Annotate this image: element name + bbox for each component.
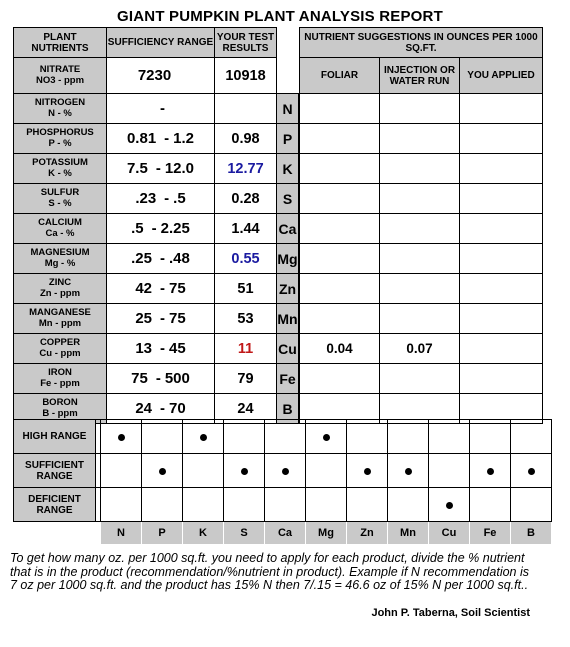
range-cell [511,488,552,522]
range-high: 75 [169,310,186,327]
range-cell [429,488,470,522]
range-cell [470,488,511,522]
range-cell [388,454,429,488]
nutrient-symbol: Fe [277,364,299,394]
injection-value [380,154,460,184]
range-dot [487,468,494,475]
nutrient-name: MANGANESE [29,307,91,318]
range-cell [142,454,183,488]
range-label: DEFICIENT RANGE [14,488,96,522]
nutrient-row [14,304,543,334]
nutrient-row [14,274,543,304]
range-cell [429,420,470,454]
foliar-value [300,214,380,244]
sufficiency-range-cell [107,124,215,154]
range-dash: - [160,250,165,267]
nutrient-symbol: Mn [277,304,299,334]
nutrient-name: PHOSPHORUS [26,127,94,138]
nutrient-symbol: Ca [277,214,299,244]
range-cell [347,420,388,454]
range-dash: - [160,310,165,327]
applied-value [460,244,543,274]
sufficiency-range-cell [107,304,215,334]
nutrient-label [14,154,107,184]
axis-label: Fe [470,522,511,545]
nutrient-label [14,184,107,214]
sufficiency-range-cell [107,154,215,184]
nutrient-label [14,94,107,124]
nutrient-row [14,154,543,184]
injection-value [380,94,460,124]
nutrient-label [14,334,107,364]
range-high: 70 [169,400,186,417]
axis-blank [14,522,96,545]
sufficiency-range-cell [107,274,215,304]
injection-value [380,184,460,214]
injection-value [380,364,460,394]
range-dash: - [164,130,170,147]
range-dot [446,502,453,509]
range-cell [265,420,306,454]
symbol-blank [277,58,299,94]
foliar-value [300,364,380,394]
test-result: 10918 [215,58,277,94]
nutrient-name: POTASSIUM [32,157,88,168]
range-dash: - [160,280,165,297]
nutrient-name: ZINC [48,277,72,288]
nutrient-symbol: Cu [277,334,299,364]
applied-value [460,184,543,214]
applied-value [460,334,543,364]
range-high: 75 [169,280,186,297]
range-row [14,454,552,488]
foliar-value [300,154,380,184]
range-dash: - [155,370,161,387]
axis-label: K [183,522,224,545]
nutrient-name: COPPER [39,337,81,348]
range-cell [347,488,388,522]
range-cell [306,454,347,488]
sufficiency-range-cell [107,58,215,94]
nutrient-unit: K - % [48,167,72,179]
range-dash: - [155,160,161,177]
axis-label: Mn [388,522,429,545]
range-dot [323,434,330,441]
range-dot [282,468,289,475]
range-low: 13 [135,340,152,357]
foliar-value [300,244,380,274]
range-dash: - [151,220,157,237]
sufficiency-range-cell [107,334,215,364]
range-cell [101,454,142,488]
test-result: 0.98 [215,124,277,154]
range-cell [265,454,306,488]
test-result: 24 [215,394,277,424]
nutrient-label [14,214,107,244]
range-cell [101,488,142,522]
range-cell [429,454,470,488]
nutrient-unit: B - ppm [42,407,78,419]
sufficiency-range-cell [107,244,215,274]
header-injection: INJECTION OR WATER RUN [380,58,460,94]
test-result: 53 [215,304,277,334]
nutrient-name: NITRATE [39,64,81,75]
range-dot [241,468,248,475]
axis-label: S [224,522,265,545]
nutrient-name: NITROGEN [34,97,86,108]
range-dot [405,468,412,475]
nutrient-row [14,94,543,124]
test-result: 79 [215,364,277,394]
header-plant-nutrients: PLANT NUTRIENTS [14,28,107,58]
nutrient-unit: N - % [48,107,72,119]
foliar-value [300,274,380,304]
range-cell [101,420,142,454]
injection-value [380,244,460,274]
nutrient-unit: Fe - ppm [40,377,80,389]
nutrient-symbol: Zn [277,274,299,304]
range-cell [224,420,265,454]
foliar-value [300,94,380,124]
range-high: 1.2 [173,130,195,147]
range-low: .23 [135,190,157,207]
range-high: 500 [164,370,190,387]
foliar-value [300,304,380,334]
injection-value [380,124,460,154]
range-cell [306,488,347,522]
header-test-results: YOUR TEST RESULTS [215,28,277,58]
sufficiency-range-cell [107,184,215,214]
axis-label: Cu [429,522,470,545]
range-chart [13,419,552,545]
header-foliar: FOLIAR [300,58,380,94]
header-sufficiency-range: SUFFICIENCY RANGE [107,28,215,58]
range-dash: - [164,190,170,207]
range-dash: - [160,100,165,117]
range-low: 75 [131,370,148,387]
range-cell [183,454,224,488]
range-cell [224,454,265,488]
nutrient-label [14,274,107,304]
range-high: .5 [173,190,186,207]
header-nutrient-suggestions: NUTRIENT SUGGESTIONS IN OUNCES PER 1000 SQ.FT. [300,28,543,58]
nutrient-row [14,58,543,94]
test-result: 0.28 [215,184,277,214]
sufficiency-range-cell [107,364,215,394]
axis-label: Zn [347,522,388,545]
applied-value [460,94,543,124]
axis-label: P [142,522,183,545]
range-dot [118,434,125,441]
applied-value [460,154,543,184]
range-axis-row [14,522,552,545]
report-title: GIANT PUMPKIN PLANT ANALYSIS REPORT [117,8,443,25]
nutrient-label [14,364,107,394]
axis-label: Ca [265,522,306,545]
nutrient-row [14,184,543,214]
sufficiency-range-cell [107,94,215,124]
range-dot [200,434,207,441]
nutrient-row [14,124,543,154]
range-high: 12.0 [164,160,195,177]
header-row [14,28,543,58]
nutrient-analysis-table [13,27,543,424]
range-cell [142,488,183,522]
range-low: 0.81 [126,130,157,147]
injection-value: 0.07 [380,334,460,364]
range-row [14,420,552,454]
injection-value [380,304,460,334]
range-cell [511,454,552,488]
test-result: 51 [215,274,277,304]
range-cell [224,488,265,522]
nutrient-row [14,334,543,364]
nutrient-label [14,304,107,334]
range-label: SUFFICIENT RANGE [14,454,96,488]
nutrient-label [14,58,107,94]
nutrient-unit: Mg - % [44,257,76,269]
signature: John P. Taberna, Soil Scientist [371,607,530,619]
nutrient-row [14,364,543,394]
range-low: 7230 [137,67,172,84]
range-low: 7.5 [126,160,148,177]
instructions-note: To get how many oz. per 1000 sq.ft. you need to apply for each product, divide the % nutrient that is in the product (recommendation/%nutrient in product). Example if N recommendation is 7 oz per 1000 sq.ft. and the product has 15% N then 7/.15 = 46.6 oz of 15% N per 1000 sq.ft.. [10,551,529,592]
nutrient-unit: P - % [48,137,72,149]
range-high: .48 [169,250,190,267]
nutrient-row [14,244,543,274]
nutrient-name: IRON [48,367,72,378]
nutrient-symbol: N [277,94,299,124]
range-cell [183,420,224,454]
nutrient-row [14,214,543,244]
axis-label: B [511,522,552,545]
foliar-value: 0.04 [300,334,380,364]
injection-value [380,274,460,304]
range-dot [528,468,535,475]
nutrient-label [14,124,107,154]
range-low: .25 [131,250,152,267]
test-result: 11 [215,334,277,364]
range-label: HIGH RANGE [14,420,96,454]
nutrient-unit: Ca - % [45,227,75,239]
applied-value [460,214,543,244]
range-cell [470,420,511,454]
range-cell [470,454,511,488]
nutrient-unit: Cu - ppm [39,347,81,359]
applied-value [460,274,543,304]
nutrient-name: MAGNESIUM [30,247,90,258]
applied-value [460,304,543,334]
range-cell [306,420,347,454]
axis-label: Mg [306,522,347,545]
range-low: 25 [135,310,152,327]
header-blank [277,28,299,58]
nutrient-name: SULFUR [40,187,80,198]
test-result [215,94,277,124]
nutrient-symbol: B [277,394,299,424]
foliar-value [300,124,380,154]
axis-label: N [101,522,142,545]
nutrient-symbol: K [277,154,299,184]
range-cell [142,420,183,454]
sufficiency-range-cell [107,214,215,244]
nutrient-symbol: P [277,124,299,154]
range-dash [175,67,183,84]
range-high: 2.25 [160,220,190,237]
nutrient-unit: S - % [48,197,72,209]
nutrient-unit: NO3 - ppm [35,74,85,86]
applied-value [460,124,543,154]
range-row [14,488,552,522]
range-dot [159,468,166,475]
range-dot [364,468,371,475]
range-cell [183,488,224,522]
range-cell [265,488,306,522]
range-dash: - [160,340,165,357]
range-low: .5 [131,220,144,237]
range-low: 24 [135,400,152,417]
nutrient-symbol: S [277,184,299,214]
test-result: 0.55 [215,244,277,274]
range-cell [511,420,552,454]
range-cell [388,488,429,522]
test-result: 12.77 [215,154,277,184]
test-result: 1.44 [215,214,277,244]
nutrient-unit: Zn - ppm [39,287,81,299]
nutrient-name: CALCIUM [38,217,82,228]
nutrient-label [14,244,107,274]
foliar-value [300,184,380,214]
range-low: 42 [135,280,152,297]
range-high: 45 [169,340,186,357]
range-cell [388,420,429,454]
nutrient-symbol: Mg [277,244,299,274]
range-cell [347,454,388,488]
range-dash: - [160,400,165,417]
applied-value [460,364,543,394]
nutrient-unit: Mn - ppm [38,317,82,329]
header-you-applied: YOU APPLIED [460,58,543,94]
nutrient-name: BORON [42,397,78,408]
injection-value [380,214,460,244]
